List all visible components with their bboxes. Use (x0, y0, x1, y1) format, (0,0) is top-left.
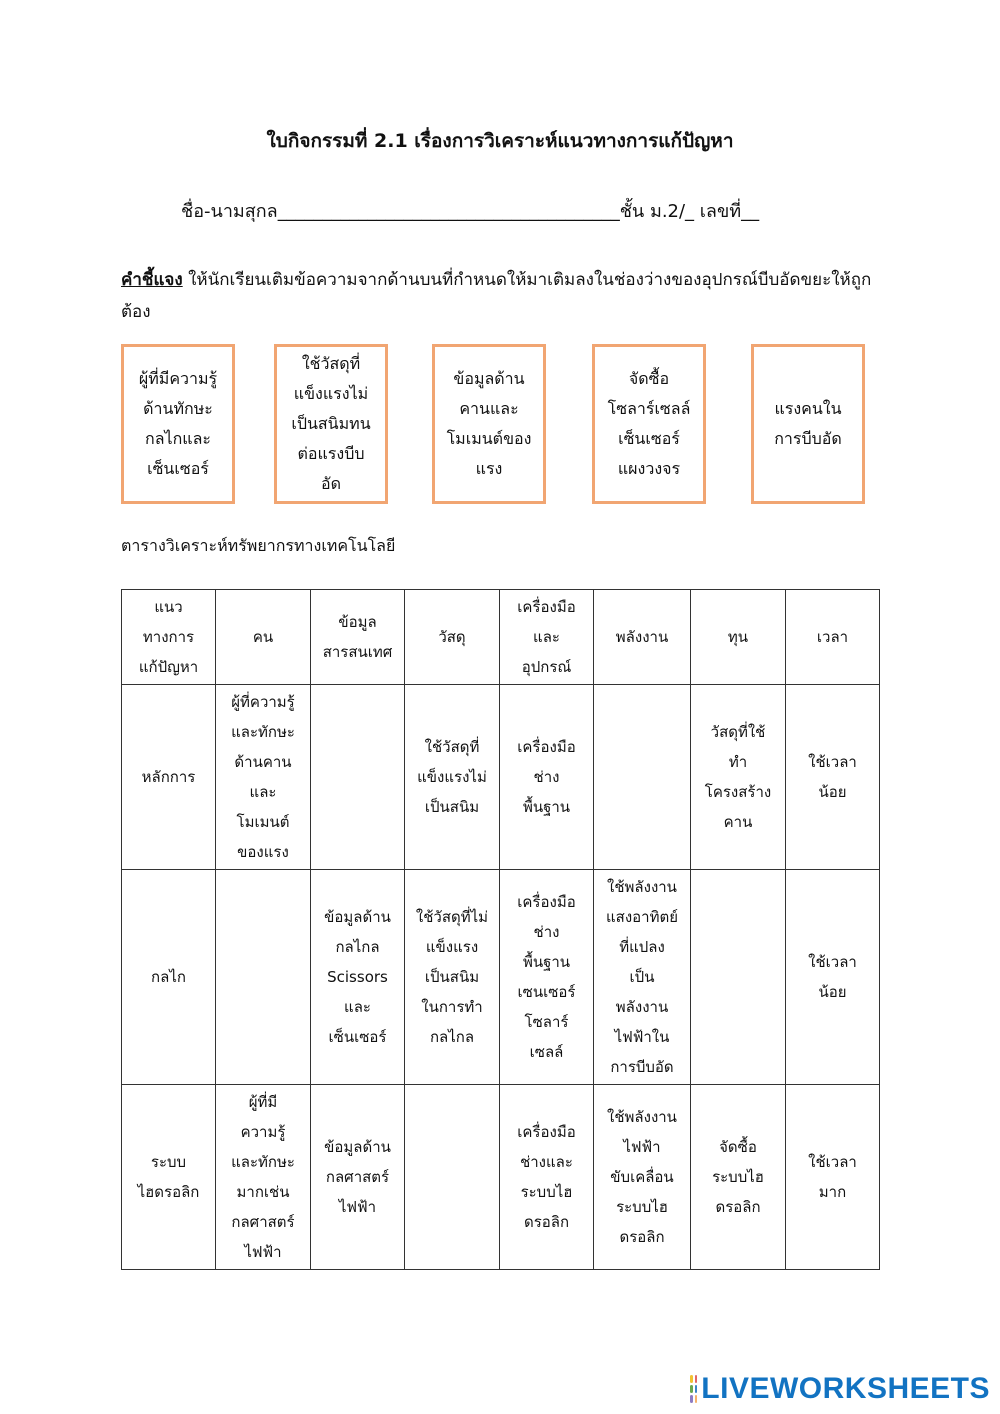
answer-box-5[interactable] (751, 344, 865, 504)
table-header-cell (216, 590, 311, 685)
text-line: จัดซื้อ (719, 1138, 757, 1156)
text-line: แข็งแรงไม่ (293, 384, 369, 403)
text-line: การบีบอัด (610, 1058, 674, 1076)
table-cell-blank[interactable] (311, 685, 405, 870)
text-line: ไฟฟ้า (338, 1198, 377, 1216)
text-line: ที่แปลง (619, 938, 665, 956)
table-cell (122, 685, 216, 870)
text-line: โมเมนต์ของ (446, 429, 532, 448)
table-cell (311, 1085, 405, 1270)
text-line: ช่าง (533, 923, 560, 941)
text-line: ใช้เวลา (808, 753, 857, 771)
table-cell-blank[interactable] (405, 1085, 500, 1270)
text-line: ทุน (727, 628, 749, 646)
liveworksheets-logo (690, 1372, 990, 1406)
text-line: การบีบอัด (774, 429, 842, 448)
text-line: ด้านคาน (234, 753, 292, 771)
text-line: แนว (154, 598, 183, 616)
text-line: อุปกรณ์ (521, 658, 572, 676)
table-header-cell (122, 590, 216, 685)
table-cell (311, 870, 405, 1085)
table-cell (122, 870, 216, 1085)
text-line: เป็น (629, 968, 655, 986)
table-cell (691, 1085, 786, 1270)
text-line: ใช้พลังงาน (607, 1108, 677, 1126)
text-line: จัดซื้อ (628, 369, 670, 388)
table-cell (500, 1085, 594, 1270)
text-line: เซลล์ (529, 1043, 564, 1061)
table-cell (594, 1085, 691, 1270)
text-line: แข็งแรง (425, 938, 479, 956)
text-line: กลศาสตร์ (231, 1213, 295, 1231)
student-info-line: ชื่อ-นามสุกล______________________________________ชั้น ม.2/_ เลขที่__ (181, 201, 760, 222)
worksheet-title: ใบกิจกรรมที่ 2.1 เรื่องการวิเคราะห์แนวทางการแก้ปัญหา (266, 130, 734, 152)
text-line: ไฟฟ้า (244, 1243, 282, 1261)
text-line: พื้นฐาน (522, 798, 571, 816)
answer-box-4-text (608, 364, 691, 484)
table-row (122, 1085, 880, 1270)
text-line: ไฟฟ้าใน (614, 1028, 670, 1046)
text-line: ใช้เวลา (808, 953, 857, 971)
text-line: ด้านทักษะ (143, 399, 213, 418)
text-line: แข็งแรงไม่ (417, 768, 487, 786)
text-line: ระบบไฮ (712, 1168, 764, 1186)
table-header-cell (786, 590, 880, 685)
answer-box-1-text (139, 364, 217, 484)
text-line: อัด (320, 474, 341, 493)
table-cell-blank[interactable] (216, 870, 311, 1085)
text-line: เซ็นเซอร์ (147, 459, 209, 478)
text-line: ใช้พลังงาน (607, 878, 677, 896)
text-line: แสงอาทิตย์ (606, 908, 678, 926)
text-line: หลักการ (141, 768, 196, 786)
table-header-cell (691, 590, 786, 685)
instruction-label: คำชี้แจง (121, 270, 183, 290)
table-cell (786, 685, 880, 870)
text-line: ใช้วัสดุที่ (301, 354, 361, 373)
text-line: วัสดุ (438, 628, 466, 646)
table-cell (216, 685, 311, 870)
text-line: ใช้วัสดุที่ (424, 738, 480, 756)
table-row (122, 685, 880, 870)
instruction-text: ให้นักเรียนเติมข้อความจากด้านบนที่กำหนดให้มาเติมลงในช่องว่างของอุปกรณ์บีบอัดขยะให้ถูกต้อง (121, 270, 872, 322)
text-line: เซนเซอร์ (517, 983, 576, 1001)
text-line: คาน (723, 813, 753, 831)
text-line: และทักษะ (231, 1153, 295, 1171)
text-line: มากเช่น (236, 1183, 290, 1201)
text-line: ดรอลิก (715, 1198, 761, 1216)
text-line: แผงวงจร (617, 459, 681, 478)
text-line: ดรอลิก (523, 1213, 570, 1231)
instruction (121, 264, 881, 328)
text-line: น้อย (818, 783, 847, 801)
text-line: ช่าง (533, 768, 560, 786)
text-line: กลไกล (335, 938, 380, 956)
text-line: ผู้ที่มี (248, 1093, 278, 1111)
answer-box-3[interactable] (432, 344, 546, 504)
liveworksheets-logo-icon (690, 1375, 697, 1403)
text-line: เซ็นเซอร์ (328, 1028, 387, 1046)
text-line: เป็นสนิม (424, 798, 480, 816)
table-cell (786, 870, 880, 1085)
text-line: โซลาร์เซลล์ (607, 399, 691, 418)
table-cell (405, 870, 500, 1085)
text-line: ของแรง (237, 843, 289, 861)
answer-box-2[interactable] (274, 344, 388, 504)
text-line: ระบบ (150, 1153, 187, 1171)
table-cell (216, 1085, 311, 1270)
text-line: กลศาสตร์ (325, 1168, 390, 1186)
table-cell-blank[interactable] (594, 685, 691, 870)
table-header-cell (594, 590, 691, 685)
table-title: ตารางวิเคราะห์ทรัพยากรทางเทคโนโลยี (121, 536, 396, 555)
text-line: และ (249, 783, 277, 801)
table-header-cell (311, 590, 405, 685)
table-cell (691, 685, 786, 870)
text-line: สารสนเทศ (322, 643, 393, 661)
text-line: มาก (818, 1183, 847, 1201)
text-line: แรง (475, 459, 503, 478)
text-line: พื้นฐาน (522, 953, 571, 971)
table-header-cell (405, 590, 500, 685)
text-line: แก้ปัญหา (138, 658, 199, 676)
text-line: พลังงาน (615, 998, 669, 1016)
table-cell-blank[interactable] (691, 870, 786, 1085)
text-line: เวลา (816, 628, 849, 646)
text-line: คน (252, 628, 274, 646)
text-line: เครื่องมือ (517, 893, 576, 911)
text-line: เครื่องมือ (517, 738, 576, 756)
text-line: โครงสร้าง (704, 783, 772, 801)
answer-box-2-text (291, 349, 370, 499)
answer-box-1[interactable] (121, 344, 235, 504)
text-line: Scissors (327, 968, 388, 986)
text-line: ดรอลิก (619, 1228, 665, 1246)
text-line: ข้อมูลด้าน (324, 1138, 391, 1156)
text-line: แรงคนใน (774, 399, 842, 418)
text-line: โมเมนต์ (236, 813, 290, 831)
resource-analysis-table (121, 589, 880, 1270)
liveworksheets-brand-text: LIVEWORKSHEETS (701, 1372, 990, 1405)
text-line: โซลาร์ (524, 1013, 569, 1031)
text-line: เครื่องมือ (517, 1123, 576, 1141)
table-cell (594, 870, 691, 1085)
answer-box-4[interactable] (592, 344, 706, 504)
table-cell (405, 685, 500, 870)
text-line: ในการทำ (421, 998, 483, 1016)
text-line: ช่างและ (520, 1153, 573, 1171)
text-line: กลไกล (429, 1028, 475, 1046)
text-line: วัสดุที่ใช้ (710, 723, 766, 741)
text-line: ระบบไฮ (616, 1198, 668, 1216)
text-line: ใช้เวลา (808, 1153, 857, 1171)
table-cell (122, 1085, 216, 1270)
text-line: และ (344, 998, 371, 1016)
text-line: และทักษะ (231, 723, 295, 741)
text-line: ผู้ที่ความรู้ (231, 693, 295, 711)
table-cell (500, 870, 594, 1085)
text-line: คานและ (459, 399, 519, 418)
table-cell (786, 1085, 880, 1270)
text-line: ผู้ที่มีความรู้ (138, 369, 218, 388)
text-line: พลังงาน (615, 628, 669, 646)
text-line: ความรู้ (240, 1123, 286, 1141)
answer-box-5-text (774, 394, 842, 454)
text-line: ไฟฟ้า (623, 1138, 661, 1156)
text-line: กลไกและ (145, 429, 211, 448)
text-line: ขับเคลื่อน (610, 1168, 674, 1186)
text-line: เป็นสนิม (424, 968, 480, 986)
text-line: กลไก (151, 968, 186, 986)
table-header-row (122, 590, 880, 685)
text-line: ต่อแรงบีบ (297, 444, 365, 463)
text-line: ข้อมูล (338, 613, 377, 631)
text-line: เซ็นเซอร์ (618, 429, 680, 448)
text-line: ทางการ (142, 628, 195, 646)
text-line: ไฮดรอลิก (137, 1183, 200, 1201)
text-line: เป็นสนิมทน (291, 414, 371, 433)
table-row (122, 870, 880, 1085)
answer-box-3-text (447, 364, 532, 484)
text-line: ข้อมูลด้าน (324, 908, 391, 926)
text-line: เครื่องมือ (517, 598, 576, 616)
text-line: ข้อมูลด้าน (453, 369, 525, 388)
table-header-cell (500, 590, 594, 685)
text-line: ระบบไฮ (520, 1183, 573, 1201)
text-line: และ (533, 628, 560, 646)
text-line: ทำ (728, 753, 748, 771)
table-cell (500, 685, 594, 870)
text-line: น้อย (818, 983, 847, 1001)
text-line: ใช้วัสดุที่ไม่ (415, 908, 489, 926)
